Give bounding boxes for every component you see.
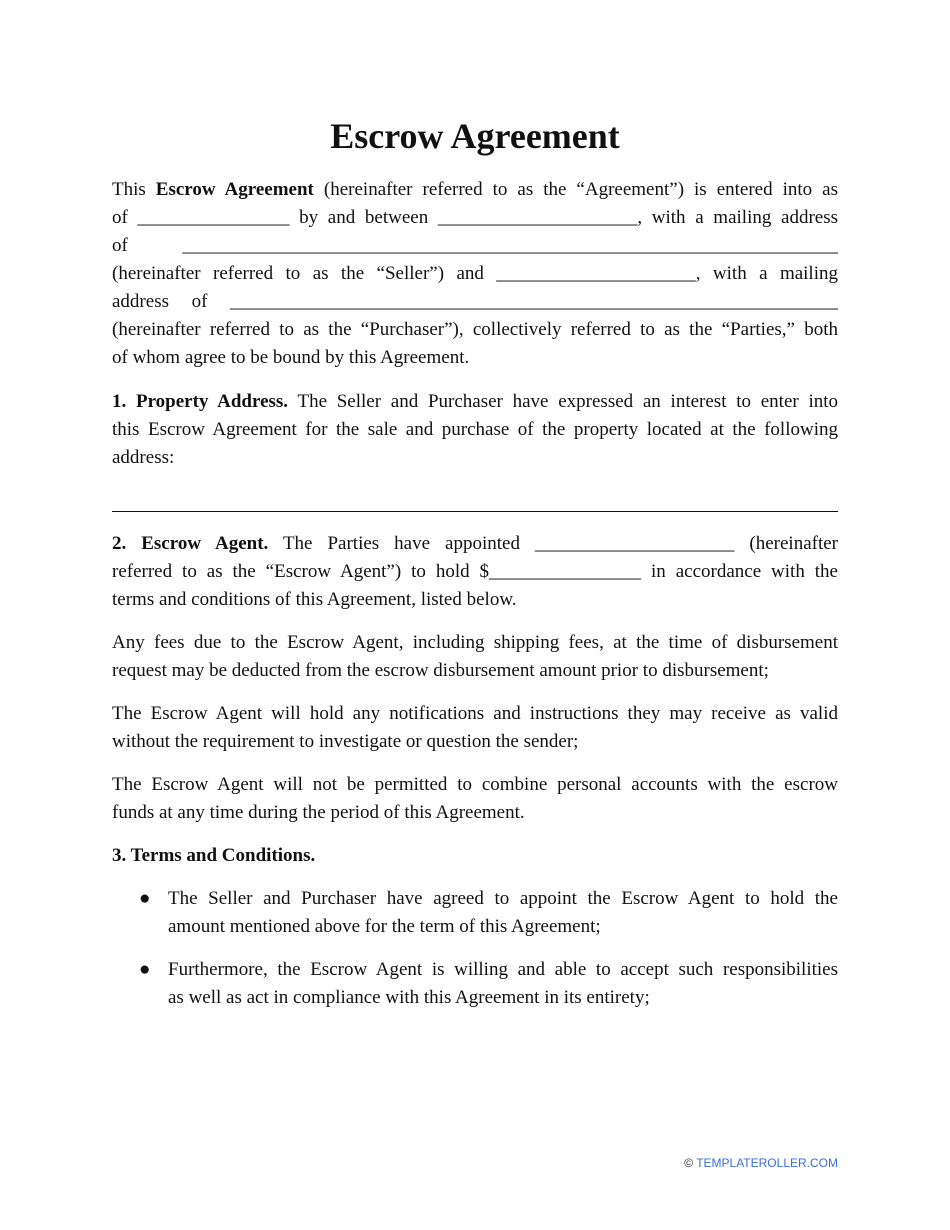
section-terms-and-conditions — [112, 842, 838, 870]
section1-heading: 1. Property Address. — [112, 391, 289, 412]
fees-line-2: request may be deducted from the escrow disbursement amount prior to disbursement; — [112, 660, 769, 681]
document-title: Escrow Agreement — [330, 116, 620, 156]
combine-line-2: funds at any time during the period of this Agreement. — [112, 802, 525, 823]
intro-line-3: of _____________________________________________________________________ — [112, 235, 838, 256]
intro-line-7: of whom agree to be bound by this Agreement. — [112, 347, 470, 368]
intro-line-6: (hereinafter referred to as the “Purchaser”), collectively referred to as the “Parties,” both — [112, 319, 838, 340]
bullet1-line-2: amount mentioned above for the term of this Agreement; — [168, 916, 601, 937]
section2-line-2: referred to as the “Escrow Agent”) to hold $________________ in accordance with the — [112, 561, 838, 582]
intro-line-5: address of ________________________________________________________________ — [112, 291, 838, 312]
notifications-paragraph — [112, 700, 838, 756]
section2-heading: 2. Escrow Agent. — [112, 533, 269, 554]
intro-line-4: (hereinafter referred to as the “Seller”) and _____________________, with a mailing — [112, 263, 838, 284]
intro-line-2: of ________________ by and between _____________________, with a mailing address — [112, 207, 838, 228]
bullet2-line-1: Furthermore, the Escrow Agent is willing and able to accept such responsibilities — [168, 959, 838, 980]
copyright-icon: © — [684, 1156, 694, 1170]
bullet-icon: ● — [139, 959, 151, 980]
combine-paragraph — [112, 771, 838, 827]
intro-line-1: This Escrow Agreement (hereinafter referred to as the “Agreement”) is entered into as — [112, 179, 838, 200]
notifications-line-2: without the requirement to investigate or question the sender; — [112, 731, 579, 752]
footer-brand-link[interactable]: TEMPLATEROLLER.COM — [696, 1156, 838, 1170]
section2-line-1: 2. Escrow Agent. The Parties have appointed _____________________ (hereinafter — [112, 533, 839, 554]
section2-line-3: terms and conditions of this Agreement, listed below. — [112, 589, 517, 610]
section1-line-3: address: — [112, 447, 175, 468]
bullet-icon: ● — [139, 888, 151, 909]
agreement-name-bold: Escrow Agreement — [155, 179, 314, 200]
fees-line-1: Any fees due to the Escrow Agent, including shipping fees, at the time of disbursement — [112, 632, 838, 653]
notifications-line-1: The Escrow Agent will hold any notifications and instructions they may receive as valid — [112, 703, 838, 724]
bullet2-line-2: as well as act in compliance with this Agreement in its entirety; — [168, 987, 650, 1008]
intro-paragraph — [112, 176, 838, 372]
footer-brand[interactable] — [684, 1155, 838, 1171]
section-property-address — [112, 388, 838, 472]
section3-heading: 3. Terms and Conditions. — [112, 845, 316, 866]
section-escrow-agent — [112, 530, 838, 614]
section1-line-1: 1. Property Address. The Seller and Purchaser have expressed an interest to enter into — [112, 391, 839, 412]
combine-line-1: The Escrow Agent will not be permitted to combine personal accounts with the escrow — [112, 774, 838, 795]
fees-paragraph — [112, 629, 838, 685]
bullet1-line-1: The Seller and Purchaser have agreed to appoint the Escrow Agent to hold the — [168, 888, 838, 909]
section1-line-2: this Escrow Agreement for the sale and purchase of the property located at the following — [112, 419, 838, 440]
property-address-blank-line — [112, 511, 838, 512]
